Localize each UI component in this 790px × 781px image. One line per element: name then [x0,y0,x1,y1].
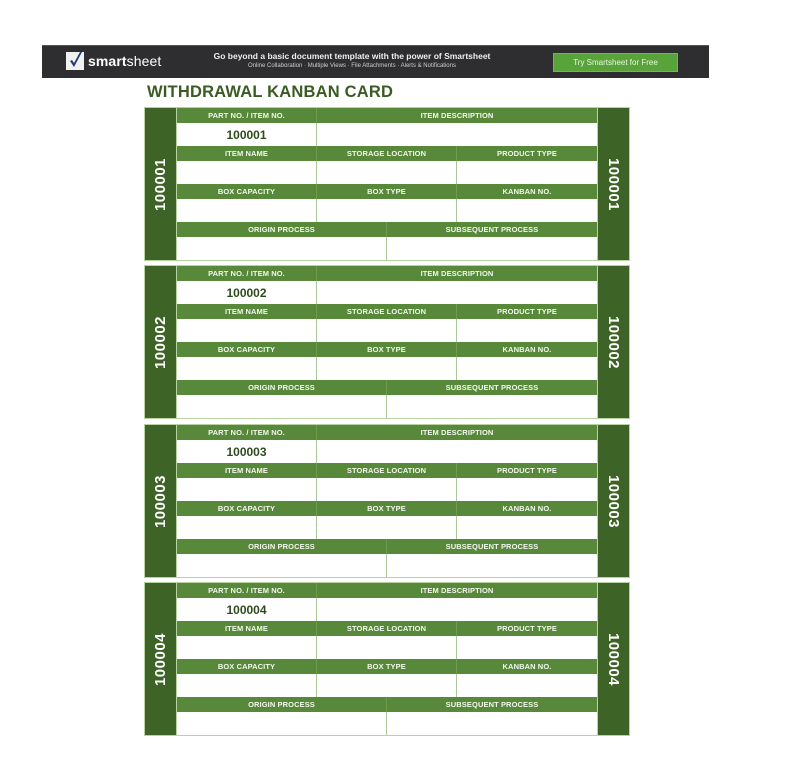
item-description-label: ITEM DESCRIPTION [420,269,494,278]
kanban-no-label: KANBAN NO. [502,187,552,196]
item-description-label: ITEM DESCRIPTION [420,586,494,595]
card-id-right: 100002 [605,315,622,369]
value-row [177,281,597,304]
box-capacity-field[interactable] [177,516,317,539]
card-id-left: 100002 [152,315,169,369]
kanban-no-label: KANBAN NO. [502,345,552,354]
kanban-no-label: KANBAN NO. [502,504,552,513]
part-no-label: PART NO. / ITEM NO. [177,266,317,281]
subsequent-process-field[interactable] [387,712,597,735]
kanban-no-label: KANBAN NO. [502,662,552,671]
origin-process-label: ORIGIN PROCESS [177,380,387,395]
box-capacity-field[interactable] [177,199,317,222]
part-no-field[interactable]: 100002 [177,281,317,304]
value-row [177,478,597,501]
header-row [177,108,597,123]
origin-process-label: ORIGIN PROCESS [177,539,387,554]
item-name-field[interactable] [177,636,317,659]
card-id-tab-right [598,583,629,735]
card-id-left: 100001 [152,157,169,211]
header-row [177,146,597,161]
kanban-no-field[interactable] [457,516,597,539]
value-row [177,357,597,380]
subsequent-process-field[interactable] [387,554,597,577]
header-row [177,425,597,440]
kanban-card [144,582,630,736]
origin-process-field[interactable] [177,712,387,735]
value-row [177,440,597,463]
card-grid [177,583,597,735]
value-row [177,712,597,735]
header-row [177,304,597,319]
header-row [177,501,597,516]
card-id-left: 100003 [152,474,169,528]
card-id-tab-left [145,266,176,418]
origin-process-field[interactable] [177,237,387,260]
card-id-right: 100001 [605,157,622,211]
part-no-label: PART NO. / ITEM NO. [177,108,317,123]
value-row [177,319,597,342]
card-id-tab-right [598,108,629,260]
box-capacity-label: BOX CAPACITY [177,501,317,516]
logo-text: smartsheet [88,53,162,69]
box-capacity-field[interactable] [177,674,317,697]
value-row [177,636,597,659]
value-row [177,199,597,222]
smartsheet-logo[interactable] [66,52,161,70]
subsequent-process-field[interactable] [387,395,597,418]
subsequent-process-field[interactable] [387,237,597,260]
card-id-tab-left [145,425,176,577]
origin-process-field[interactable] [177,554,387,577]
item-description-label: ITEM DESCRIPTION [420,428,494,437]
part-no-field[interactable]: 100003 [177,440,317,463]
part-no-label: PART NO. / ITEM NO. [177,583,317,598]
header-row [177,697,597,712]
box-capacity-label: BOX CAPACITY [177,184,317,199]
card-id-tab-right [598,425,629,577]
subsequent-process-label: SUBSEQUENT PROCESS [445,542,539,551]
product-type-field[interactable] [457,478,597,501]
header-row [177,539,597,554]
item-description-label: ITEM DESCRIPTION [420,111,494,120]
storage-location-label: STORAGE LOCATION [317,621,457,636]
item-description-field[interactable] [317,598,597,621]
box-capacity-label: BOX CAPACITY [177,659,317,674]
card-id-right: 100003 [605,474,622,528]
value-row [177,516,597,539]
product-type-label: PRODUCT TYPE [497,624,557,633]
header-row [177,184,597,199]
box-type-field[interactable] [317,516,457,539]
item-name-label: ITEM NAME [177,146,317,161]
box-capacity-field[interactable] [177,357,317,380]
product-type-field[interactable] [457,319,597,342]
box-type-label: BOX TYPE [317,184,457,199]
header-row [177,463,597,478]
banner-tagline [202,51,502,71]
header-row [177,380,597,395]
box-type-label: BOX TYPE [317,659,457,674]
value-row [177,598,597,621]
box-type-field[interactable] [317,357,457,380]
try-smartsheet-button[interactable]: Try Smartsheet for Free [553,53,678,72]
storage-location-label: STORAGE LOCATION [317,146,457,161]
card-id-left: 100004 [152,632,169,686]
product-type-field[interactable] [457,636,597,659]
product-type-label: PRODUCT TYPE [497,466,557,475]
subsequent-process-label: SUBSEQUENT PROCESS [445,383,539,392]
value-row [177,395,597,418]
header-row [177,342,597,357]
origin-process-field[interactable] [177,395,387,418]
storage-location-field[interactable] [317,161,457,184]
box-capacity-label: BOX CAPACITY [177,342,317,357]
value-row [177,554,597,577]
product-type-label: PRODUCT TYPE [497,149,557,158]
value-row [177,237,597,260]
card-grid [177,425,597,577]
item-description-field[interactable] [317,123,597,146]
kanban-no-field[interactable] [457,199,597,222]
kanban-no-field[interactable] [457,357,597,380]
card-grid [177,108,597,260]
value-row [177,123,597,146]
item-description-field[interactable] [317,440,597,463]
checkmark-icon [66,52,84,70]
item-name-field[interactable] [177,161,317,184]
smartsheet-banner [42,45,709,78]
header-row [177,659,597,674]
banner-headline: Go beyond a basic document template with the power of Smartsheet [213,51,491,61]
kanban-card [144,424,630,578]
subsequent-process-label: SUBSEQUENT PROCESS [445,225,539,234]
value-row [177,674,597,697]
box-type-label: BOX TYPE [317,501,457,516]
part-no-label: PART NO. / ITEM NO. [177,425,317,440]
item-name-field[interactable] [177,478,317,501]
product-type-label: PRODUCT TYPE [497,307,557,316]
header-row [177,621,597,636]
item-name-label: ITEM NAME [177,621,317,636]
kanban-card [144,265,630,419]
header-row [177,583,597,598]
item-name-label: ITEM NAME [177,304,317,319]
value-row [177,161,597,184]
box-type-field[interactable] [317,199,457,222]
header-row [177,222,597,237]
item-name-label: ITEM NAME [177,463,317,478]
card-id-tab-left [145,583,176,735]
card-id-right: 100004 [605,632,622,686]
banner-subline: Online Collaboration · Multiple Views · File Attachments · Alerts & Notifications [248,63,456,69]
storage-location-label: STORAGE LOCATION [317,304,457,319]
card-id-tab-right [598,266,629,418]
card-grid [177,266,597,418]
storage-location-label: STORAGE LOCATION [317,463,457,478]
subsequent-process-label: SUBSEQUENT PROCESS [445,700,539,709]
header-row [177,266,597,281]
storage-location-field[interactable] [317,636,457,659]
product-type-field[interactable] [457,161,597,184]
page-title: WITHDRAWAL KANBAN CARD [147,83,394,101]
item-name-field[interactable] [177,319,317,342]
kanban-card [144,107,630,261]
origin-process-label: ORIGIN PROCESS [177,222,387,237]
item-description-field[interactable] [317,281,597,304]
storage-location-field[interactable] [317,319,457,342]
origin-process-label: ORIGIN PROCESS [177,697,387,712]
part-no-field[interactable]: 100001 [177,123,317,146]
box-type-label: BOX TYPE [317,342,457,357]
card-id-tab-left [145,108,176,260]
storage-location-field[interactable] [317,478,457,501]
kanban-no-field[interactable] [457,674,597,697]
box-type-field[interactable] [317,674,457,697]
part-no-field[interactable]: 100004 [177,598,317,621]
